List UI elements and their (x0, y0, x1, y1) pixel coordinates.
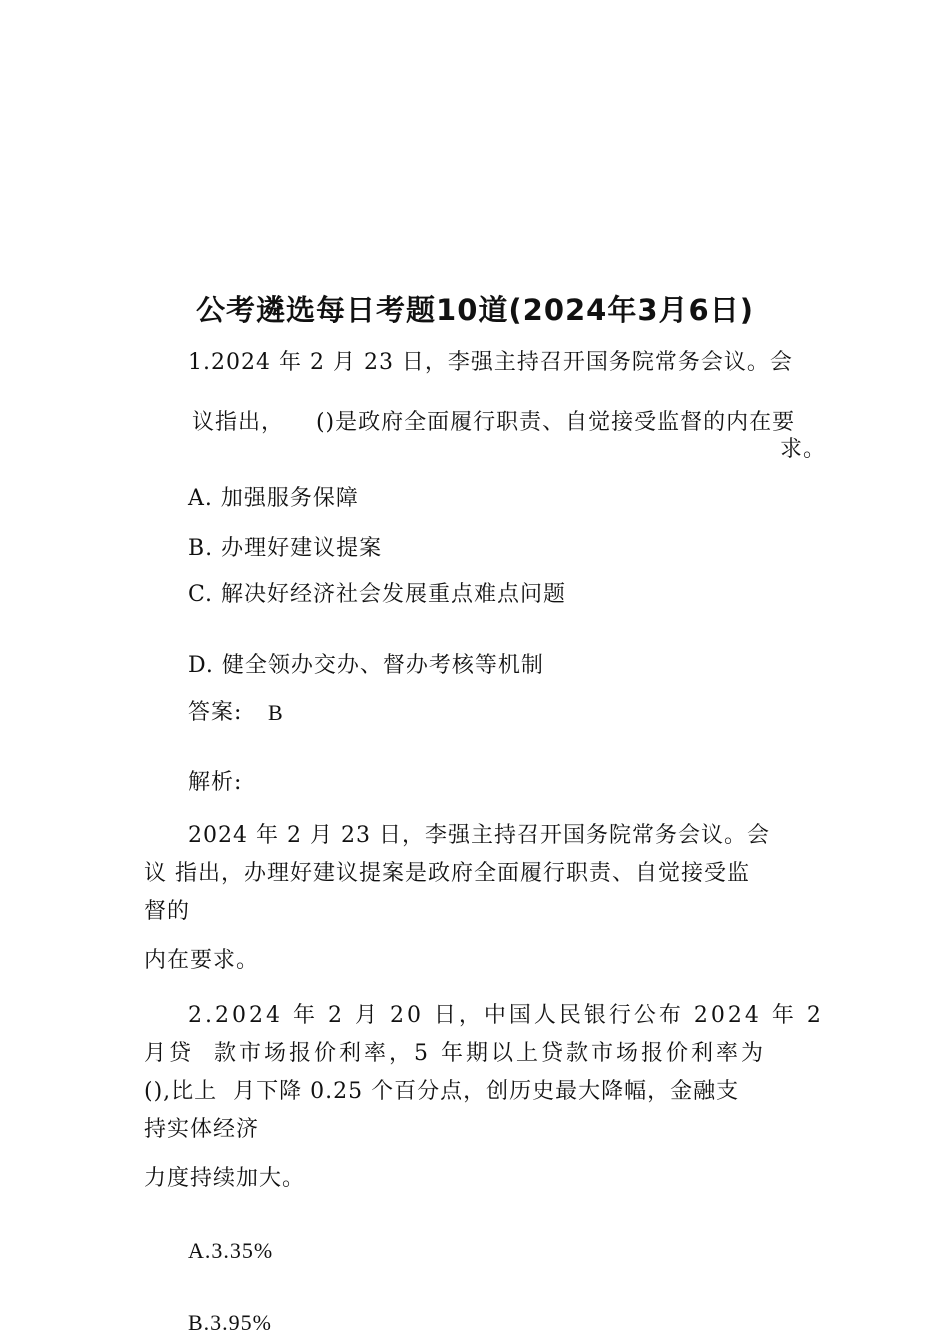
q2-option-b: B.3.95% (188, 1310, 272, 1335)
q1-answer-value: B (268, 700, 284, 725)
q1-answer-label: 答案: (188, 700, 243, 725)
q1-analysis-line-2: 议 指出，办理好建议提案是政府全面履行职责、自觉接受监 (144, 861, 750, 886)
q2-stem-line-2: 月贷 款市场报价利率，5 年期以上贷款市场报价利率为 (144, 1041, 766, 1066)
q1-analysis-label: 解析: (188, 770, 243, 795)
q1-stem-line-2: 议指出， ()是政府全面履行职责、自觉接受监督的内在要 (192, 410, 796, 435)
q1-analysis-line-1: 2024 年 2 月 23 日，李强主持召开国务院常务会议。会 (188, 823, 770, 848)
document-title: 公考遴选每日考题10道(2024年3月6日) (196, 293, 754, 327)
q2-stem-line-1: 2.2024 年 2 月 20 日，中国人民银行公布 2024 年 2 (188, 1003, 824, 1028)
q1-stem-line-1: 1.2024 年 2 月 23 日，李强主持召开国务院常务会议。会 (188, 350, 793, 375)
q1-stem-line-3: 求。 (780, 437, 827, 462)
q1-option-b: B. 办理好建议提案 (188, 536, 383, 561)
q1-analysis-line-4: 内在要求。 (144, 948, 260, 973)
q2-option-a: A.3.35% (188, 1238, 274, 1263)
q2-stem-line-3: (),比上 月下降 0.25 个百分点，创历史最大降幅，金融支 (144, 1079, 740, 1104)
q1-option-a: A. 加强服务保障 (188, 486, 359, 511)
q2-stem-line-4: 持实体经济 (144, 1117, 260, 1142)
q2-stem-line-5: 力度持续加大。 (144, 1166, 306, 1191)
q1-option-d: D. 健全领办交办、督办考核等机制 (188, 653, 544, 678)
q1-option-c: C. 解决好经济社会发展重点难点问题 (188, 582, 567, 607)
q1-analysis-line-3: 督的 (144, 899, 191, 924)
